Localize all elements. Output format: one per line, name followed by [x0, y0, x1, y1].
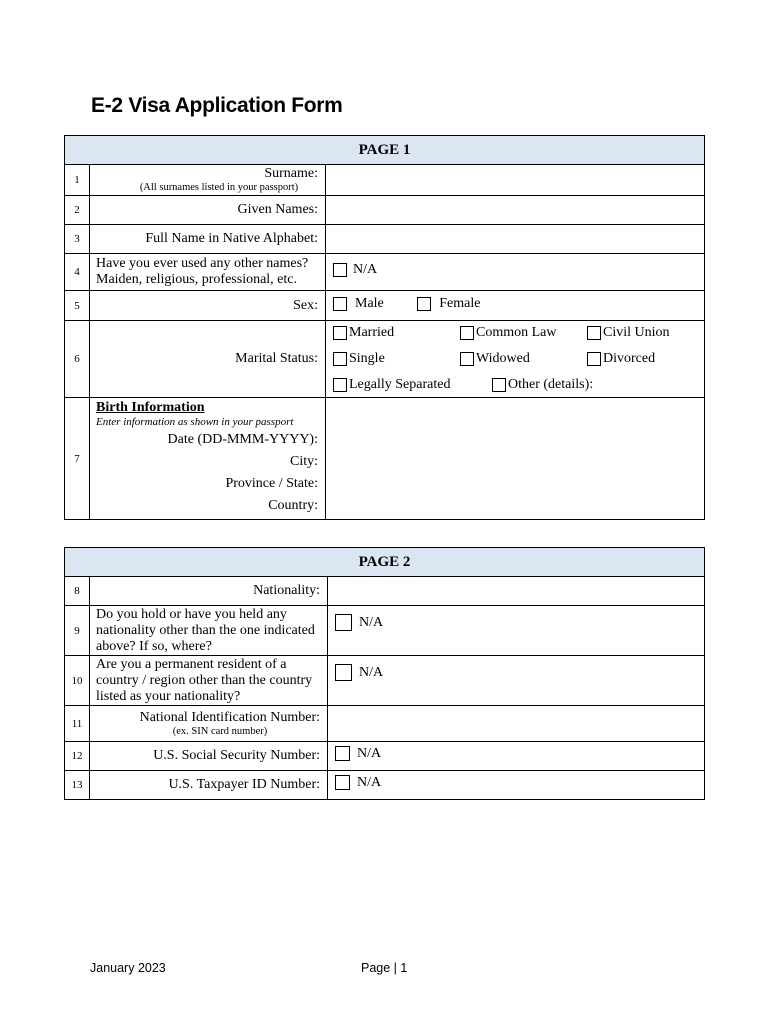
ssn-label: U.S. Social Security Number:: [90, 742, 328, 771]
taxpayer-id-input[interactable]: [328, 771, 705, 800]
row-number: 1: [65, 165, 90, 196]
row-number: 11: [65, 706, 90, 742]
question-line: country / region other than the country: [96, 672, 313, 688]
row-number: 2: [65, 196, 90, 225]
sex-female-option[interactable]: [417, 296, 480, 312]
row-number: 3: [65, 225, 90, 254]
row-number: 4: [65, 254, 90, 291]
page-2-heading: PAGE 2: [65, 548, 705, 577]
row-birth-information: [65, 398, 705, 520]
question-line: Do you hold or have you held any: [96, 606, 287, 622]
row-nationality: [65, 577, 705, 606]
option-label: N/A: [357, 745, 382, 761]
other-nationality-na-option[interactable]: [335, 614, 383, 631]
marital-legally-separated-option[interactable]: [333, 377, 450, 393]
option-label: N/A: [357, 774, 382, 790]
row-other-names: [65, 254, 705, 291]
row-native-name: [65, 225, 705, 254]
row-number: 12: [65, 742, 90, 771]
row-number: 5: [65, 291, 90, 321]
sex-options: [326, 291, 705, 321]
row-number: 8: [65, 577, 90, 606]
row-national-id: [65, 706, 705, 742]
national-id-label: [90, 706, 328, 742]
given-names-input[interactable]: [326, 196, 705, 225]
surname-hint: (All surnames listed in your passport): [139, 182, 299, 193]
marital-status-options: [326, 321, 705, 398]
checkbox[interactable]: [587, 326, 601, 340]
row-number: 13: [65, 771, 90, 800]
marital-widowed-option[interactable]: [460, 351, 530, 367]
permanent-resident-label: [90, 656, 328, 706]
checkbox[interactable]: [492, 378, 506, 392]
option-label: N/A: [359, 614, 384, 630]
marital-married-option[interactable]: [333, 325, 394, 341]
row-number: 6: [65, 321, 90, 398]
question-line: above? If so, where?: [96, 638, 212, 654]
page-1-table: [64, 135, 705, 520]
row-ssn: [65, 742, 705, 771]
option-label: Female: [439, 295, 481, 311]
option-label: Married: [349, 325, 395, 340]
birth-information-note: Enter information as shown in your passport: [96, 416, 294, 428]
ssn-na-option[interactable]: [335, 746, 381, 762]
checkbox[interactable]: [335, 775, 350, 790]
birth-information-labels: [90, 398, 326, 520]
sex-label: Sex:: [90, 291, 326, 321]
permanent-resident-na-option[interactable]: [335, 664, 383, 681]
native-name-input[interactable]: [326, 225, 705, 254]
marital-civil-union-option[interactable]: [587, 325, 670, 341]
option-label: Divorced: [603, 351, 656, 366]
footer-date: January 2023: [90, 961, 166, 975]
form-title: E-2 Visa Application Form: [91, 94, 343, 117]
row-number: 10: [65, 656, 90, 706]
marital-divorced-option[interactable]: [587, 351, 655, 367]
checkbox[interactable]: [587, 352, 601, 366]
marital-common-law-option[interactable]: [460, 325, 557, 341]
nationality-input[interactable]: [328, 577, 705, 606]
row-sex: [65, 291, 705, 321]
checkbox[interactable]: [333, 297, 347, 311]
other-names-examples: Maiden, religious, professional, etc.: [96, 272, 298, 287]
birth-city-label: City:: [289, 454, 318, 469]
birth-country-label: Country:: [268, 498, 318, 513]
row-other-nationality: [65, 606, 705, 656]
birth-province-label: Province / State:: [225, 476, 318, 491]
national-id-input[interactable]: [328, 706, 705, 742]
other-names-question: Have you ever used any other names?: [96, 256, 309, 271]
option-label: Male: [355, 295, 384, 311]
national-id-hint: (ex. SIN card number): [172, 725, 268, 737]
checkbox[interactable]: [333, 352, 347, 366]
option-label: Single: [349, 351, 385, 366]
native-name-label: Full Name in Native Alphabet:: [90, 225, 326, 254]
marital-other-option[interactable]: [492, 377, 593, 393]
option-label: N/A: [359, 664, 384, 680]
row-permanent-resident: [65, 656, 705, 706]
row-taxpayer-id: [65, 771, 705, 800]
ssn-input[interactable]: [328, 742, 705, 771]
surname-input[interactable]: [326, 165, 705, 196]
checkbox[interactable]: [335, 664, 352, 681]
row-marital-status: [65, 321, 705, 398]
option-label: Widowed: [476, 351, 530, 366]
checkbox[interactable]: [333, 326, 347, 340]
question-line: listed as your nationality?: [96, 688, 241, 704]
other-names-input[interactable]: [326, 254, 705, 291]
question-line: Are you a permanent resident of a: [96, 656, 287, 672]
checkbox[interactable]: [460, 352, 474, 366]
page-1-heading: PAGE 1: [65, 136, 705, 165]
permanent-resident-input[interactable]: [328, 656, 705, 706]
option-label: Civil Union: [603, 325, 670, 340]
question-line: nationality other than the one indicated: [96, 622, 315, 638]
option-label: Other (details):: [508, 377, 594, 392]
sex-male-option[interactable]: [333, 296, 384, 312]
other-nationality-input[interactable]: [328, 606, 705, 656]
option-label: Common Law: [476, 325, 557, 340]
given-names-label: Given Names:: [90, 196, 326, 225]
taxpayer-id-na-option[interactable]: [335, 775, 381, 791]
checkbox[interactable]: [417, 297, 431, 311]
page-2-table: [64, 547, 705, 800]
birth-information-title: Birth Information: [96, 400, 205, 415]
birth-information-input[interactable]: [326, 398, 705, 520]
checkbox[interactable]: [335, 746, 350, 761]
checkbox[interactable]: [333, 378, 347, 392]
surname-label-text: Surname:: [264, 166, 318, 181]
taxpayer-id-label: U.S. Taxpayer ID Number:: [90, 771, 328, 800]
marital-status-label: Marital Status:: [90, 321, 326, 398]
nationality-label: Nationality:: [90, 577, 328, 606]
surname-label: [90, 165, 326, 196]
checkbox[interactable]: [460, 326, 474, 340]
birth-date-label: Date (DD-MMM-YYYY):: [167, 432, 318, 447]
other-names-label: [90, 254, 326, 291]
footer-page-number: Page | 1: [361, 961, 408, 975]
other-nationality-label: [90, 606, 328, 656]
option-label: Legally Separated: [349, 377, 451, 392]
checkbox[interactable]: [333, 263, 347, 277]
other-names-na-option[interactable]: [333, 262, 377, 278]
row-surname: [65, 165, 705, 196]
national-id-label-text: National Identification Number:: [139, 709, 320, 725]
marital-single-option[interactable]: [333, 351, 385, 367]
option-label: N/A: [353, 262, 378, 277]
row-given-names: [65, 196, 705, 225]
checkbox[interactable]: [335, 614, 352, 631]
row-number: 9: [65, 606, 90, 656]
row-number: 7: [65, 398, 90, 520]
